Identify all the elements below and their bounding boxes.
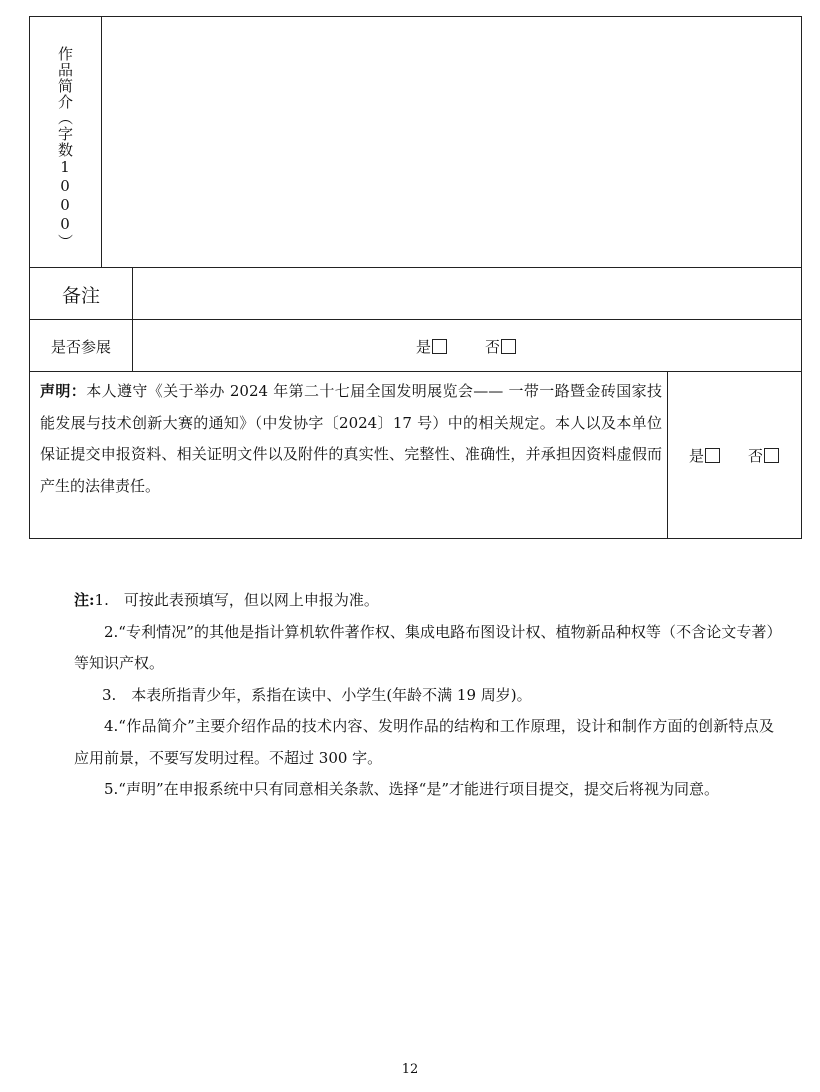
table-border-bottom	[29, 538, 802, 539]
exhibit-no-checkbox[interactable]	[501, 339, 516, 354]
exhibit-yes-label: 是	[415, 337, 431, 356]
note-item-1	[74, 585, 774, 617]
exhibit-yes-checkbox[interactable]	[432, 339, 447, 354]
exhibit-no-label: 否	[485, 337, 501, 356]
note-item-5: 5.“声明”在申报系统中只有同意相关条款、选择“是”才能进行项目提交，提交后将视为同意。	[104, 780, 719, 798]
declaration-body: 本人遵守《关于举办 2024 年第二十七届全国发明展览会—— 一带一路暨金砖国家技能发展与技术创新大赛的通知》（中发协字〔2024〕17 号）中的相关规定。本人以及本单位保证提交申报资料、相关证明文件以及附件的真实性、完整性、准确性，并承担因资料虚假而产生的法律责任。	[40, 382, 662, 495]
declaration-yes-option[interactable]	[689, 445, 720, 466]
table-border-right	[801, 16, 802, 539]
exhibit-no-option[interactable]	[485, 336, 516, 357]
remark-label: 备注	[61, 284, 100, 307]
notes-section	[74, 585, 774, 806]
exhibit-choice-group	[132, 320, 800, 372]
intro-input-area[interactable]	[102, 17, 801, 267]
declaration-no-option[interactable]	[748, 445, 779, 466]
declaration-choice-group	[668, 372, 800, 538]
exhibit-yes-option[interactable]	[416, 336, 447, 357]
declaration-no-checkbox[interactable]	[764, 448, 779, 463]
declaration-lead: 声明：	[40, 382, 87, 400]
exhibit-label: 是否参展	[50, 337, 111, 356]
notes-lead: 注:	[74, 591, 95, 609]
intro-label: 作品简介（字数1000）	[56, 46, 74, 250]
note-text: 1. 可按此表预填写，但以网上申报为准。	[94, 591, 379, 609]
page-number: 12	[401, 1062, 419, 1077]
note-item-2: 2.“专利情况”的其他是指计算机软件著作权、集成电路布图设计权、植物新品种权等（不含论文专著）等知识产权。	[74, 622, 774, 672]
remark-input-area[interactable]	[133, 268, 801, 319]
declaration-yes-label: 是	[688, 446, 704, 465]
note-item-3: 3. 本表所指青少年，系指在读中、小学生(年龄不满 19 周岁)。	[102, 685, 532, 704]
declaration-yes-checkbox[interactable]	[705, 448, 720, 463]
declaration-no-label: 否	[748, 446, 764, 465]
declaration-text	[40, 376, 662, 502]
note-item-4: 4.“作品简介”主要介绍作品的技术内容、发明作品的结构和工作原理，设计和制作方面的创新特点及应用前景，不要写发明过程。不超过 300 字。	[74, 717, 774, 767]
